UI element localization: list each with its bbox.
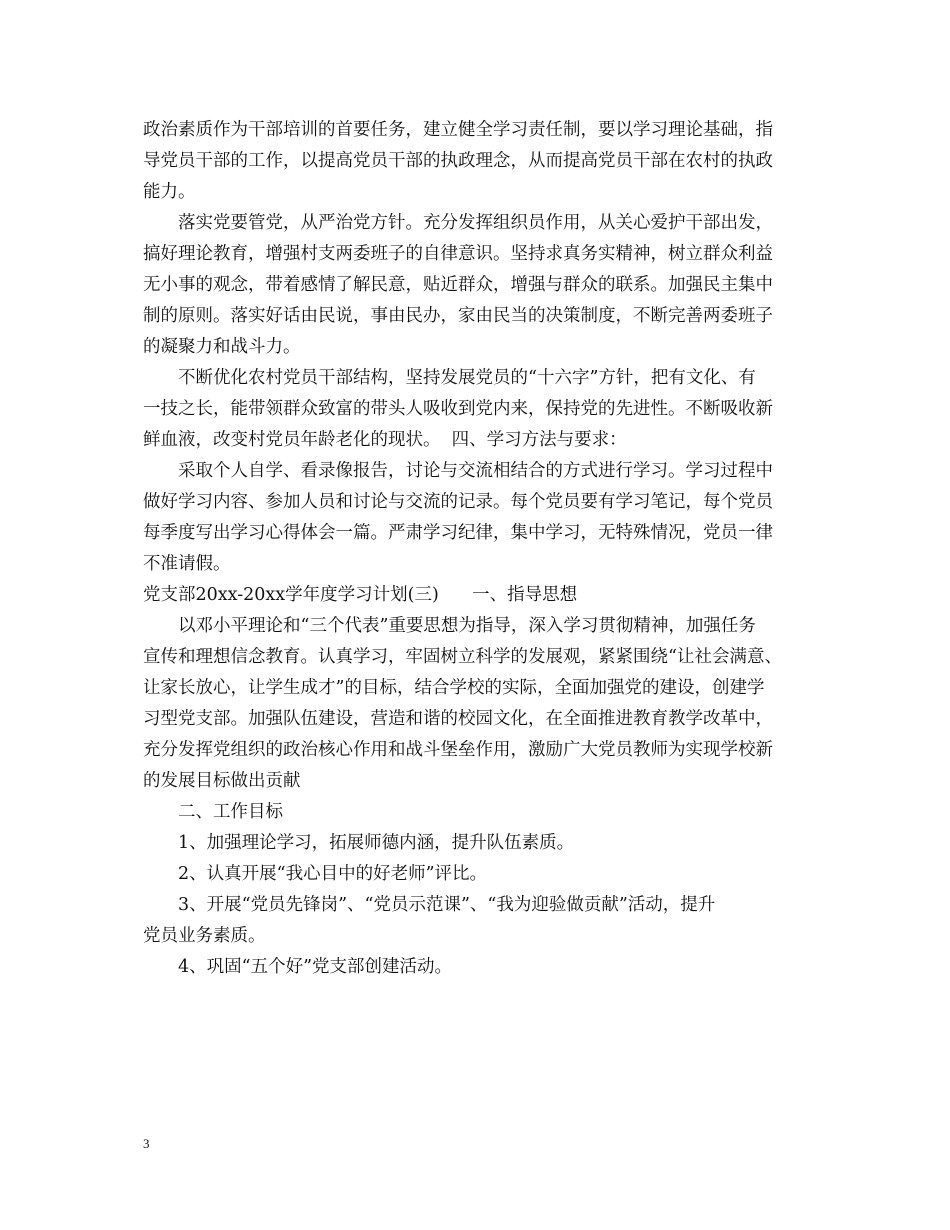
section-heading-line: 二、工作目标 — [178, 802, 283, 822]
text-line: 充分发挥党组织的政治核心作用和战斗堡垒作用，激励广大党员教师为实现学校新 — [143, 740, 773, 760]
text-line: 的发展目标做出贡献 — [143, 771, 301, 791]
text-line: 以邓小平理论和“三个代表”重要思想为指导，深入学习贯彻精神，加强任务 — [178, 616, 756, 636]
text-line: 制的原则。落实好话由民说，事由民办，家由民当的决策制度，不断完善两委班子 — [143, 306, 773, 326]
text-line: 的凝聚力和战斗力。 — [143, 337, 301, 357]
text-line: 搞好理论教育，增强村支两委班子的自律意识。坚持求真务实精神，树立群众利益 — [143, 244, 773, 264]
text-line: 落实党要管党，从严治党方针。充分发挥组织员作用，从关心爱护干部出发， — [178, 213, 773, 233]
text-line: 让家长放心，让学生成才”的目标，结合学校的实际，全面加强党的建设，创建学 — [143, 678, 765, 698]
list-item: 2、认真开展“我心目中的好老师”评比。 — [178, 864, 488, 884]
text-line: 不准请假。 — [143, 554, 231, 574]
section-heading-line: 党支部20xx-20xx学年度学习计划(三) 一、指导思想 — [143, 585, 578, 605]
text-line: 党员业务素质。 — [143, 926, 266, 946]
text-line: 鲜血液，改变村党员年龄老化的现状。 四、学习方法与要求： — [143, 430, 627, 450]
text-line: 每季度写出学习心得体会一篇。严肃学习纪律，集中学习，无特殊情况，党员一律 — [143, 523, 773, 543]
list-item: 1、加强理论学习，拓展师德内涵，提升队伍素质。 — [178, 833, 575, 853]
text-line: 一技之长，能带领群众致富的带头人吸收到党内来，保持党的先进性。不断吸收新 — [143, 399, 773, 419]
page-number: 3 — [143, 1136, 150, 1151]
document-body — [143, 115, 823, 983]
text-line: 不断优化农村党员干部结构，坚持发展党员的“十六字”方针，把有文化、有 — [178, 368, 756, 388]
list-item: 3、开展“党员先锋岗”、“党员示范课”、“我为迎验做贡献”活动，提升 — [178, 895, 716, 915]
text-line: 做好学习内容、参加人员和讨论与交流的记录。每个党员要有学习笔记，每个党员 — [143, 492, 773, 512]
text-line: 习型党支部。加强队伍建设，营造和谐的校园文化，在全面推进教育教学改革中， — [143, 709, 773, 729]
text-line: 无小事的观念，带着感情了解民意，贴近群众，增强与群众的联系。加强民主集中 — [143, 275, 773, 295]
text-line: 导党员干部的工作，以提高党员干部的执政理念，从而提高党员干部在农村的执政 — [143, 151, 773, 171]
text-line: 宣传和理想信念教育。认真学习，牢固树立科学的发展观，紧紧围绕“让社会满意、 — [143, 647, 782, 667]
text-line: 政治素质作为干部培训的首要任务，建立健全学习责任制，要以学习理论基础，指 — [143, 120, 773, 140]
text-line: 能力。 — [143, 182, 196, 202]
list-item: 4、巩固“五个好”党支部创建活动。 — [178, 957, 453, 977]
text-line: 采取个人自学、看录像报告，讨论与交流相结合的方式进行学习。学习过程中 — [178, 461, 773, 481]
